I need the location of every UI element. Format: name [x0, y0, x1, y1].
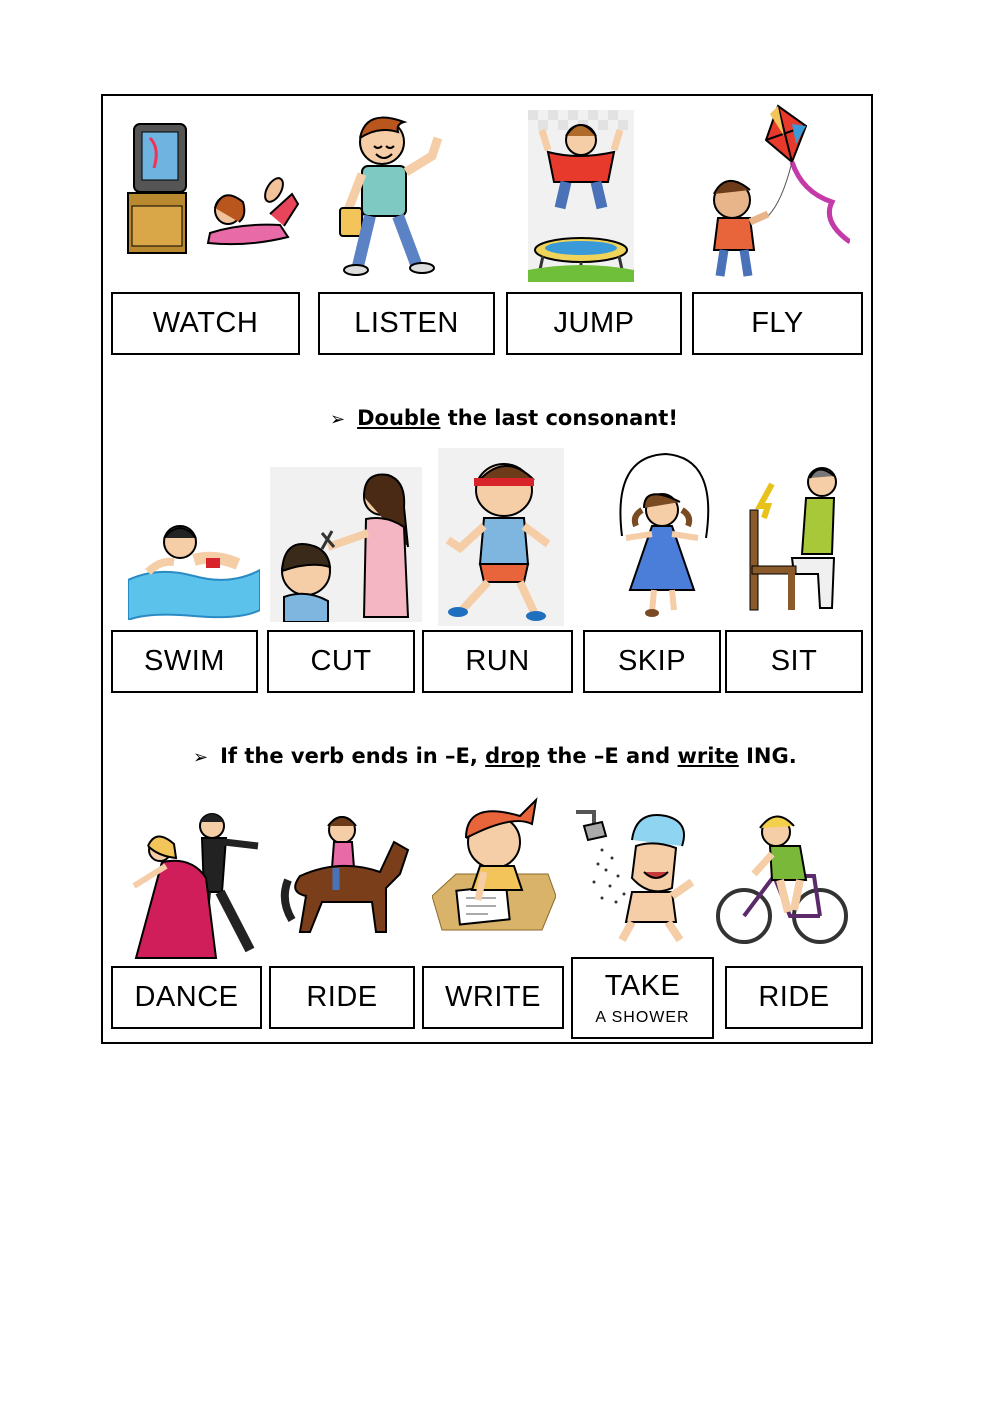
verb-box-ride-bike: [725, 966, 863, 1029]
writing-illustration: [432, 796, 556, 934]
verb-box-listen: [318, 292, 495, 355]
verb-box-fly: [692, 292, 863, 355]
rule-underlined-word: Double: [357, 406, 441, 430]
rule-text: If the verb ends in –E,: [220, 744, 486, 768]
shower-illustration: [572, 806, 700, 942]
cut-hair-illustration: [270, 467, 422, 622]
rule-double-consonant: [330, 406, 678, 430]
ride-horse-illustration: [280, 806, 412, 946]
arrow-bullet-icon: ➢: [193, 747, 209, 768]
watch-tv-illustration: [120, 118, 300, 258]
verb-label: DANCE: [134, 981, 239, 1013]
verb-label: SIT: [770, 645, 818, 677]
jump-trampoline-illustration: [528, 110, 634, 282]
verb-label: WRITE: [445, 981, 541, 1013]
verb-label: RIDE: [306, 981, 378, 1013]
verb-box-take-shower: [571, 957, 714, 1039]
verb-sublabel: A SHOWER: [595, 1008, 690, 1026]
verb-box-write: [422, 966, 564, 1029]
rule-text: the –E and: [540, 744, 678, 768]
skip-rope-illustration: [606, 450, 716, 618]
verb-label: RUN: [465, 645, 530, 677]
verb-box-dance: [111, 966, 262, 1029]
verb-box-run: [422, 630, 573, 693]
verb-label: RIDE: [758, 981, 830, 1013]
verb-box-skip: [583, 630, 721, 693]
verb-box-watch: [111, 292, 300, 355]
verb-box-cut: [267, 630, 415, 693]
ride-bike-illustration: [716, 806, 848, 950]
verb-box-sit: [725, 630, 863, 693]
fly-kite-illustration: [700, 102, 850, 282]
swim-illustration: [128, 520, 260, 620]
verb-box-jump: [506, 292, 682, 355]
rule-drop-e: [193, 744, 797, 768]
dance-illustration: [122, 810, 264, 960]
verb-box-ride-horse: [269, 966, 415, 1029]
verb-label: SKIP: [617, 645, 687, 677]
rule-text: ING.: [738, 744, 797, 768]
listen-music-illustration: [330, 110, 460, 280]
verb-label: TAKE: [604, 969, 681, 1002]
run-illustration: [438, 448, 564, 626]
verb-label: SWIM: [144, 645, 225, 677]
verb-box-swim: [111, 630, 258, 693]
verb-label: FLY: [751, 307, 804, 339]
verb-label: WATCH: [152, 307, 259, 339]
rule-underlined-word: drop: [485, 744, 541, 768]
sit-chair-illustration: [748, 462, 848, 614]
verb-label: JUMP: [553, 307, 635, 339]
rule-text: the last consonant!: [440, 406, 678, 430]
verb-label: CUT: [310, 645, 372, 677]
verb-label: LISTEN: [354, 307, 459, 339]
arrow-bullet-icon: ➢: [330, 409, 346, 430]
rule-underlined-word: write: [677, 744, 739, 768]
